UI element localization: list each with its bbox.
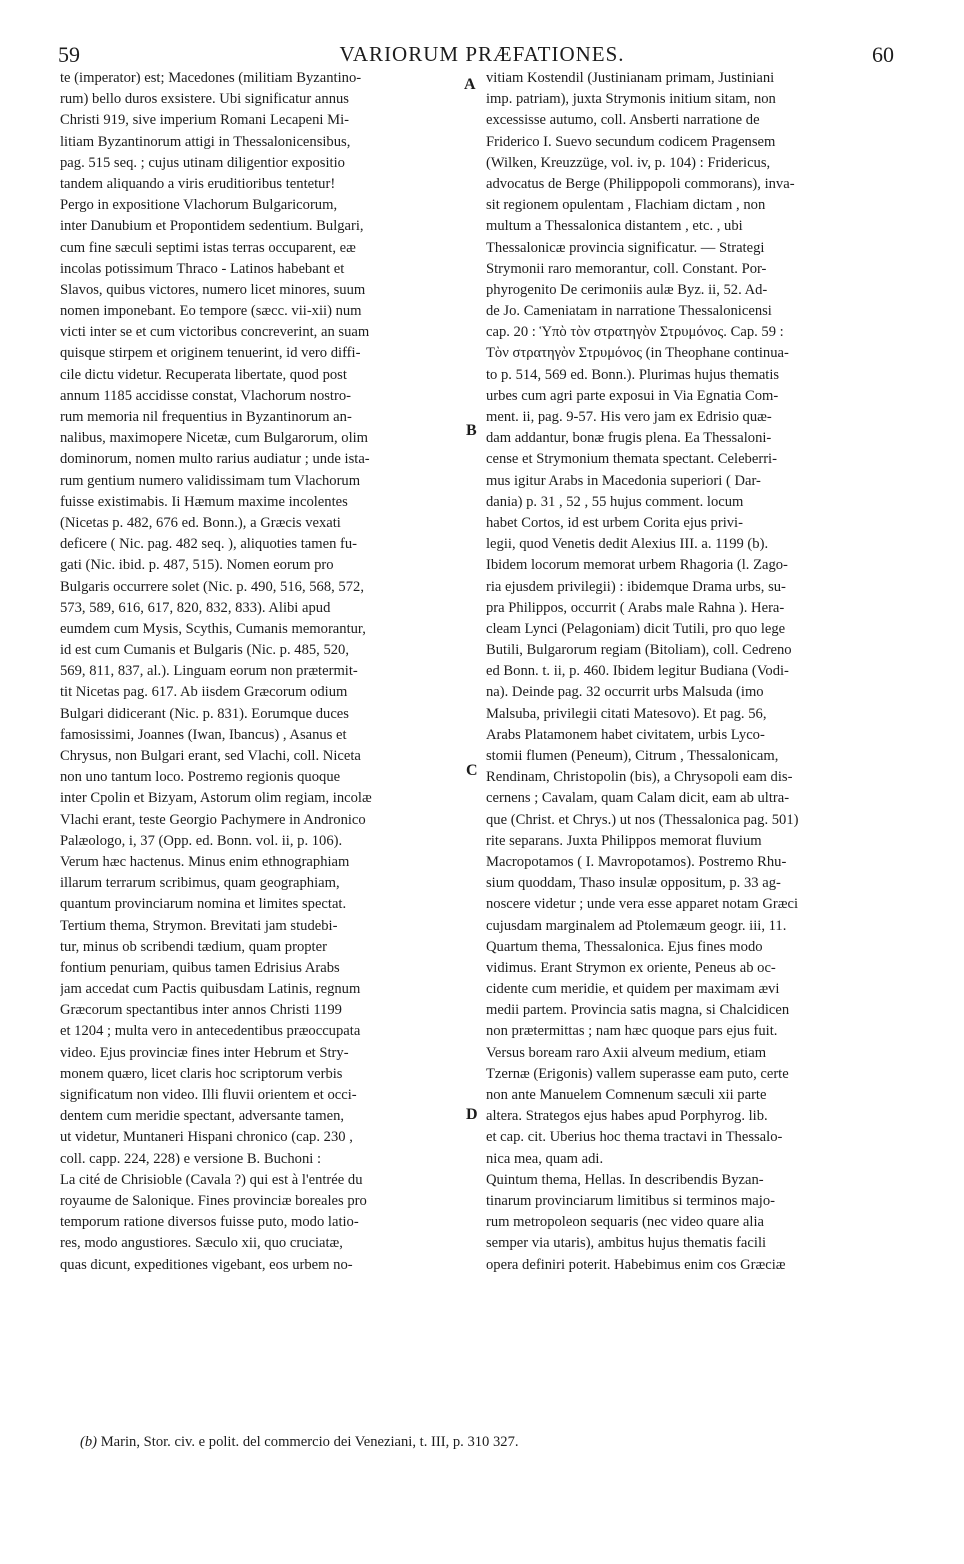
text-line: rum gentium numero validissimam tum Vlachorum [60,472,361,489]
text-line: non ante Manuelem Comnenum sæculi xii parte [486,1087,767,1103]
text-line: Quintum thema, Hellas. In describendis Byzan- [486,1171,764,1188]
text-line: tur, minus ob scribendi tædium, quam propter [60,938,327,955]
text-line: altera. Strategos ejus habes apud Porphyrog. lib. [486,1108,768,1125]
text-line: monem quæro, licet claris hoc scriptorum verbis [60,1065,343,1082]
text-line: tit Nicetas pag. 617. Ab iisdem Græcorum odium [60,684,348,701]
text-line: jam accedat cum Pactis quibusdam Latinis, regnum [60,981,361,998]
text-line: temporum ratione diversos fuisse puto, modo latio- [60,1214,359,1231]
text-line: phyrogenito De cerimoniis aulæ Byz. ii, 52. Ad- [486,281,768,298]
text-line: Slavos, quibus victores, numero licet minores, suum [60,281,366,298]
text-line: 569, 811, 837, al.). Linguam eorum non prætermit- [60,663,358,680]
margin-marker-b: B [466,422,477,439]
text-line: to p. 514, 569 ed. Bonn.). Plurimas hujus thematis [486,366,780,383]
text-line: sium quoddam, Thaso insulæ oppositum, p. 33 ag- [486,875,781,892]
text-line: gati (Nic. ibid. p. 487, 515). Nomen eorum pro [60,557,334,574]
text-line: nomen imponebant. Eo tempore (sæcc. vii-xii) num [60,303,362,320]
text-line: noscere videtur ; unde vera esse apparet notam Græci [486,896,799,913]
text-line: ria ejusdem privilegii) : ibidemque Drama urbs, su- [486,578,786,595]
text-line: imp. patriam), juxta Strymonis initium sitam, non [486,91,776,108]
text-line: Arabs Platamonem habet civitatem, urbis Lyco- [486,726,765,743]
text-line: cap. 20 : Ὑπὸ τὸν στρατηγὸν Στρυμόνος. Cap. 59 : [486,324,784,341]
text-line: Bulgari didicerant (Nic. p. 831). Eorumque duces [60,705,349,722]
footnote-label: (b) [80,1434,98,1450]
text-line: Thessalonicæ provincia significatur. — Strategi [486,239,765,256]
text-line: inter Danubium et Propontidem sedentium. Bulgari, [60,218,364,235]
text-line: ment. ii, pag. 9-57. His vero jam ex Edrisio quæ- [486,409,772,425]
text-line: Strymonii raro memorantur, coll. Constant. Por- [486,260,767,277]
text-line: Græcorum spectantibus inter annos Christi 1199 [60,1002,342,1019]
text-line: ut videtur, Muntaneri Hispani chronico (cap. 230 , [60,1129,353,1146]
text-line: res, modo angustiores. Sæculo xii, quo cruciatæ, [60,1235,343,1252]
margin-marker-a: A [464,76,476,93]
text-line: cum fine sæculi septimi istas terras occuparent, eæ [60,239,356,256]
text-line: cile dictu videtur. Recuperata libertate, quod post [60,366,347,383]
text-line: annum 1185 accidisse constat, Vlachorum nostro- [60,387,351,404]
text-line: illarum terrarum scribimus, quam geographiam, [60,875,340,892]
text-line: incolas potissimum Thraco - Latinos habebant et [60,260,345,277]
running-title: VARIORUM PRÆFATIONES. [339,42,625,66]
text-line: Pergo in expositione Vlachorum Bulgaricorum, [60,197,338,214]
text-line: Verum hæc hactenus. Minus enim ethnographiam [60,853,350,870]
text-line: tinarum provinciarum limitibus si terminos majo- [486,1192,775,1209]
page-number-left: 59 [58,42,80,67]
text-line: deficere ( Nic. pag. 482 seq. ), aliquoties tamen fu- [60,536,358,553]
text-line: non uno tantum loco. Postremo regionis quoque [60,769,341,786]
text-line: quantum provinciarum nomina et limites spectat. [60,896,347,913]
left-column [60,68,458,1276]
text-line: de Jo. Cameniatam in narratione Thessalonicensi [486,303,772,320]
text-line: Tzernæ (Erigonis) vallem superasse eam puto, certe [486,1065,789,1082]
text-line: opera definiri poterit. Habebimus enim cos Græciæ [486,1256,786,1273]
text-line: tandem aliquando a viris eruditioribus tentetur! [60,175,336,192]
text-line: urbes cum agri parte exposui in Via Egnatia Com- [486,387,779,404]
text-line: inter Cpolin et Bizyam, Astorum olim regiam, incolæ [60,790,372,807]
text-line: Rendinam, Christopolin (bis), a Chrysopoli eam dis- [486,769,793,786]
text-line: na). Deinde pag. 32 occurrit urbs Malsuda (imo [486,684,764,701]
text-line: habet Cortos, id est urbem Corita ejus privi- [486,514,743,531]
text-line: quisque stirpem et originem tenuerint, id vero diffi- [60,345,361,362]
text-line: (Wilken, Kreuzzüge, vol. iv, p. 104) : Fridericus, [486,154,771,171]
text-line: que (Christ. et Chrys.) ut nos (Thessalonica pag. 501) [486,811,799,828]
text-line: royaume de Salonique. Fines provinciæ boreales pro [60,1192,367,1209]
text-line: 573, 589, 616, 617, 820, 832, 833). Alibi apud [60,599,331,616]
text-line: (Nicetas p. 482, 676 ed. Bonn.), a Græcis vexati [60,514,341,531]
text-line: vidimus. Erant Strymon ex oriente, Peneus ab oc- [486,959,776,976]
text-line: Ibidem locorum memorat urbem Rhagoria (l. Zago- [486,557,788,574]
text-line: coll. capp. 224, 228) e versione B. Buchoni : [60,1150,322,1167]
text-line: rum) bello duros exsistere. Ubi significatur annus [60,91,349,108]
text-line: dam addantur, bonæ frugis plena. Ea Thessaloni- [486,430,772,447]
text-line: fuisse existimabis. Ii Hæmum maxime incolentes [60,493,348,510]
text-line: Tertium thema, Strymon. Brevitati jam studebi- [60,917,338,934]
text-line: semper via utaris), ambitus hujus thematis facili [486,1235,767,1252]
text-line: rum memoria nil frequentius in Byzantinorum an- [60,409,352,425]
text-line: fontium penuriam, quibus tamen Edrisius Arabs [60,959,340,976]
text-line: cidente cum meridie, et quidem per maximam ævi [486,981,780,998]
text-line: et cap. cit. Uberius hoc thema tractavi in Thessalo- [486,1129,783,1146]
text-line: advocatus de Berge (Philippopoli commorans), inva- [486,175,795,192]
text-line: dominorum, nomen multo rarius audiatur ; unde ista- [60,451,370,468]
text-line: dentem cum meridie spectant, adversante tamen, [60,1108,345,1125]
margin-marker-c: C [466,762,478,779]
text-line: mus igitur Arabs in Macedonia superiori ( Dar- [486,472,761,489]
text-line: Versus boream raro Axii alveum medium, etiam [486,1044,767,1061]
text-line: non prætermittas ; nam hæc quoque pars ejus fuit. [486,1023,778,1040]
text-line: excessisse autumo, coll. Ansberti narratione de [486,112,760,129]
text-line: La cité de Chrisioble (Cavala ?) qui est à l'entrée du [60,1171,363,1188]
text-line: Christi 919, sive imperium Romani Lecapeni Mi- [60,112,349,129]
text-line: Τὸν στρατηγὸν Στρυμόνος (in Theophane continua- [486,345,789,362]
text-line: Palæologo, i, 37 (Opp. ed. Bonn. vol. ii, p. 106). [60,832,343,849]
text-line: multum a Thessalonica distantem , etc. , ubi [486,218,743,235]
text-line: dania) p. 31 , 52 , 55 hujus comment. locum [486,493,744,510]
text-line: Macropotamos ( I. Mavropotamos). Postremo Rhu- [486,853,787,870]
page-number-right: 60 [872,42,894,67]
text-line: quas dicunt, expeditiones vigebant, eos urbem no- [60,1256,353,1273]
text-line: vitiam Kostendil (Justinianam primam, Justiniani [486,70,775,86]
text-line: Quartum thema, Thessalonica. Ejus fines modo [486,938,763,955]
text-line: video. Ejus provinciæ fines inter Hebrum et Stry- [60,1044,349,1061]
text-line: significatum non video. Illi fluvii orientem et occi- [60,1087,357,1103]
text-line: stomii flumen (Peneum), Citrum , Thessalonicam, [486,748,779,764]
text-line: cense et Strymonium themata spectant. Celeberri- [486,451,777,468]
text-line: et 1204 ; multa vero in antecedentibus præoccupata [60,1023,361,1040]
text-line: te (imperator) est; Macedones (militiam Byzantino- [60,70,362,86]
text-line: Chrysus, non Bulgari erant, sed Vlachi, coll. Niceta [60,748,361,764]
text-line: famosissimi, Joannes (Iwan, Ibancus) , Asanus et [60,726,347,743]
text-line: ed Bonn. t. ii, p. 460. Ibidem legitur Budiana (Vodi- [486,663,789,680]
text-line: nalibus, maximopere Nicetæ, cum Bulgarorum, olim [60,430,369,447]
footnote-text: Marin, Stor. civ. e polit. del commercio dei Veneziani, t. III, p. 310 327. [100,1434,519,1450]
text-line: pag. 515 seq. ; cujus utinam diligentior expositio [60,154,345,171]
text-line: eumdem cum Mysis, Scythis, Cumanis memorantur, [60,620,366,637]
text-line: sit regionem opulentam , Flachiam dictam , non [486,197,766,214]
text-line: Friderico I. Suevo secundum codicem Pragensem [486,133,776,150]
text-line: id est cum Cumanis et Bulgaris (Nic. p. 485, 520, [60,642,350,659]
text-line: Vlachi erant, teste Georgio Pachymere in Andronico [60,811,366,828]
text-line: cernens ; Cavalam, quam Calam dicit, eam ab ultra- [486,790,790,807]
text-line: medii partem. Provincia satis magna, si Chalcidicen [486,1002,790,1019]
text-line: Butili, Bulgarorum regiam (Bitoliam), coll. Cedreno [486,642,792,659]
right-column [486,68,900,1276]
text-line: nica mea, quam adi. [486,1150,604,1167]
text-line: pra Philippos, occurrit ( Arabs male Rahna ). Hera- [486,599,785,616]
text-line: cleam Lynci (Pelagoniam) dicit Tutili, pro quo lege [486,620,786,637]
text-line: legii, quod Venetis dedit Alexius III. a. 1199 (b). [486,536,769,553]
text-line: Malsuba, privilegii citati Matesovo). Et pag. 56, [486,705,767,722]
text-line: Bulgaris occurrere solet (Nic. p. 490, 516, 568, 572, [60,578,364,595]
text-line: rite separans. Juxta Philippos memorat fluvium [486,832,762,849]
text-line: litiam Byzantinorum attigi in Thessalonicensibus, [60,133,351,150]
text-line: cujusdam marginalem ad Ptolemæum geogr. iii, 11. [486,917,787,934]
text-line: rum metropoleon sequaris (nec video quare alia [486,1214,764,1231]
text-line: victi inter se et cum victoribus concreverint, an suam [60,324,370,341]
footnote [80,1434,920,1451]
margin-marker-d: D [466,1106,478,1123]
